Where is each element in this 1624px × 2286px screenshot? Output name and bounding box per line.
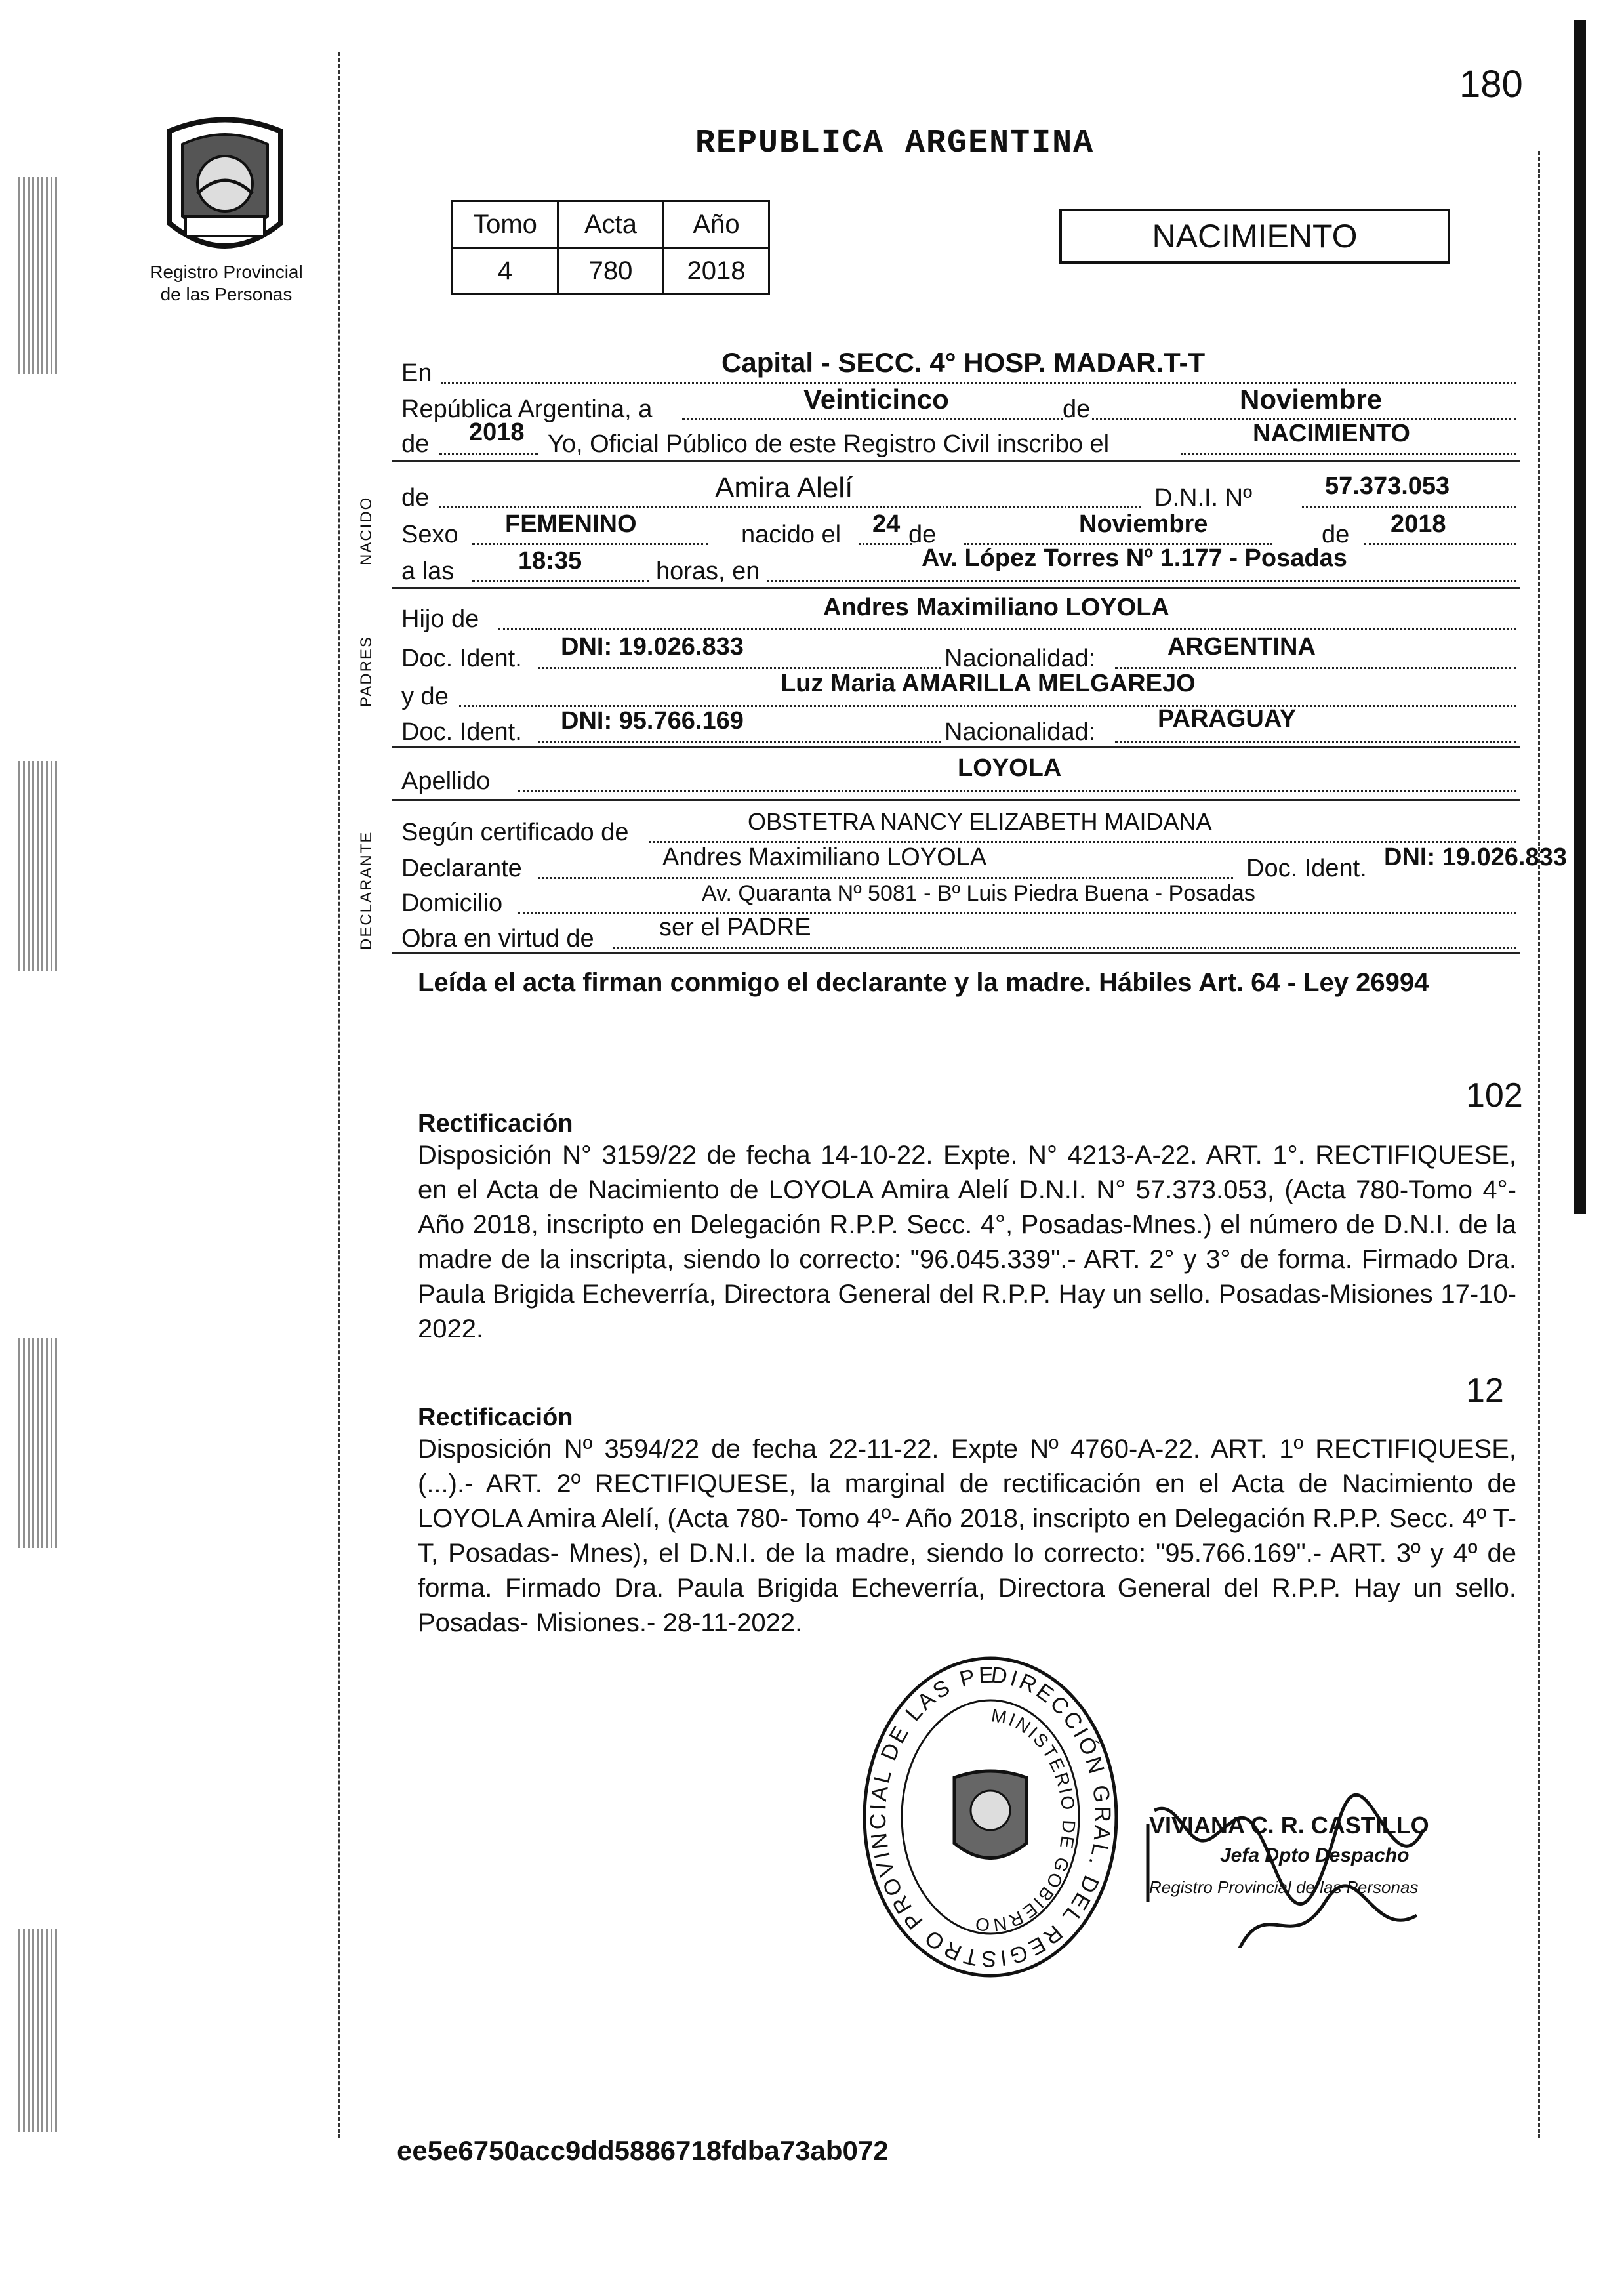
right-margin-rule [1538,151,1540,2138]
scan-artifact [18,1338,58,1548]
mother-nat-label: Nacionalidad: [944,718,1096,746]
birth-de-label-2: de [1322,521,1350,548]
declarante-doc: DNI: 19.026.833 [1384,844,1567,871]
father-nat-label: Nacionalidad: [944,645,1096,672]
birth-day-dotline [859,543,912,545]
mother-name: Luz Maria AMARILLA MELGAREJO [781,670,1196,697]
table-header-tomo: Tomo [453,201,558,248]
father-dotline [498,628,1516,630]
scan-artifact [18,1929,58,2132]
rectification-heading-1: Rectificación [418,1110,573,1137]
province-logo [156,112,294,266]
dni-dotline [1302,506,1516,508]
domicilio-value: Av. Quaranta Nº 5081 - Bº Luis Piedra Buena - Posadas [702,881,1255,906]
de-year-label: de [401,430,430,458]
republica-label: República Argentina, a [401,396,653,423]
yde-label: y de [401,683,449,710]
registry-line-2: de las Personas [160,284,293,304]
rectification-text-2: Disposición Nº 3594/22 de fecha 22-11-22. Expte Nº 4760-A-22. ART. 1º RECTIFIQUESE, (...).- ART. 2º RECTIFIQUESE, la marginal de rectificación en el Acta de Nacimiento de LOYOLA Amira Alelí, (Acta 780- Tomo 4º- Año 2018, inscripto en Delegación R.P.P. Secc. 4º T-T, Posadas- Mnes), el D.N.I. de la madre, siendo lo correcto: "95.766.169".- ART. 3º y 4º de forma. Firmado Dra. Paula Brigida Echeverría, Directora General del R.P.P. Hay un sello. Posadas- Misiones.- 28-11-2022. [418,1435,1516,1637]
rectification-text-1: Disposición N° 3159/22 de fecha 14-10-22. Expte. N° 4213-A-22. ART. 1°. RECTIFIQUESE, en el Acta de Nacimiento de LOYOLA Amira Alelí D.N.I. N° 57.373.053, (Acta 780-Tomo 4°-Año 2018, inscripto en Delegación R.P.P. Secc. 4°, Posadas-Mnes.) el número de D.N.I. de la madre de la inscripta, siendo lo correcto: "96.045.339".- ART. 2° y 3° de forma. Firmado Dra. Paula Brigida Echeverría, Directora General del R.P.P. Hay un sello. Posadas-Misiones 17-10-2022. [418,1141,1516,1343]
section-label-nacido: NACIDO [357,496,375,565]
record-type-box [1059,209,1450,264]
sexo-value: FEMENINO [505,510,637,538]
en-label: En [401,359,432,387]
domicilio-label: Domicilio [401,889,503,917]
table-value-ano: 2018 [664,248,769,295]
obra-dotline [613,947,1516,949]
declarante-value: Andres Maximiliano LOYOLA [662,844,987,871]
year-dotline [439,453,538,455]
declarante-dotline [538,877,1233,879]
apellido-value: LOYOLA [958,754,1062,782]
signature-role: Jefa Dpto Despacho [1220,1845,1410,1866]
obra-label: Obra en virtud de [401,925,594,952]
divider-nacido-top [392,460,1520,462]
section-label-declarante: DECLARANTE [357,830,375,950]
place-dotline [767,580,1516,582]
stamp-inner-text: MINISTERIO DE GOBIERNO [972,1705,1080,1936]
divider-declarante-bottom [392,952,1520,954]
section-label-padres: PADRES [357,636,375,707]
rectification-number-1: 102 [1466,1076,1523,1114]
father-doc: DNI: 19.026.833 [561,633,744,661]
father-name: Andres Maximiliano LOYOLA [823,594,1169,621]
signature-org: Registro Provincial de las Personas [1149,1877,1419,1897]
birth-day: 24 [872,510,901,538]
inscribe-value: NACIMIENTO [1253,420,1410,447]
divider-apellido-top [392,746,1520,748]
mother-doc-dotline [538,741,941,743]
signature-block [1141,1784,1450,1948]
record-type: NACIMIENTO [1152,218,1358,255]
horas-label: horas, en [656,558,760,585]
registry-line-1: Registro Provincial [150,262,303,282]
nacido-label: nacido el [741,521,842,548]
father-doc-dotline [538,667,941,669]
official-stamp [859,1653,1122,1981]
declarante-doc-label: Doc. Ident. [1246,855,1367,882]
father-doc-label: Doc. Ident. [401,645,522,672]
apellido-dotline [518,790,1516,792]
en-value: Capital - SECC. 4° HOSP. MADAR.T-T [721,347,1206,378]
mother-doc-label: Doc. Ident. [401,718,522,746]
segun-value: OBSTETRA NANCY ELIZABETH MAIDANA [748,808,1212,835]
record-table [451,200,770,295]
dni-label: D.N.I. Nº [1154,484,1252,512]
alas-label: a las [401,558,455,585]
father-nat: ARGENTINA [1167,633,1316,661]
document-title: REPUBLICA ARGENTINA [695,125,1095,162]
birth-de-label: de [908,521,937,548]
dni-value: 57.373.053 [1325,472,1450,500]
apellido-label: Apellido [401,767,491,795]
birth-time: 18:35 [518,547,582,575]
table-header-acta: Acta [558,201,664,248]
birth-year: 2018 [1391,510,1446,538]
obra-value: ser el PADRE [659,914,811,941]
segun-dotline [649,841,1516,843]
month-value: Noviembre [1240,384,1383,415]
closing-statement: Leída el acta firman conmigo el declarante y la madre. Hábiles Art. 64 - Ley 26994 [418,968,1429,997]
mother-doc: DNI: 95.766.169 [561,707,744,735]
birth-month: Noviembre [1079,510,1208,538]
year-value: 2018 [469,418,525,446]
time-dotline [472,580,649,582]
table-value-acta: 780 [558,248,664,295]
table-header-ano: Año [664,201,769,248]
mother-nat-dotline [1115,741,1516,743]
rectification-number-2: 12 [1466,1372,1504,1410]
declarante-label: Declarante [401,855,522,882]
child-name: Amira Alelí [715,472,853,504]
left-margin-rule [338,52,340,2138]
segun-label: Según certificado de [401,819,629,846]
yo-text: Yo, Oficial Público de este Registro Civil inscribo el [548,430,1110,458]
mother-nat: PARAGUAY [1158,705,1297,733]
day-value: Veinticinco [803,384,949,415]
de-label: de [1063,396,1091,423]
divider-padres-top [392,587,1520,589]
inscribe-dotline [1181,453,1516,455]
document-hash: ee5e6750acc9dd5886718fdba73ab072 [397,2135,889,2166]
father-nat-dotline [1115,667,1516,669]
scan-edge-bar [1574,20,1586,1214]
hijo-label: Hijo de [401,605,479,633]
signature-name: VIVIANA C. R. CASTILLO [1149,1812,1429,1839]
stamp-ring-text: DIRECCIÓN GRAL. DEL REGISTRO PROVINCIAL DE LAS PE [865,1662,1116,1972]
name-dotline [439,506,1141,508]
sexo-dotline [472,543,708,545]
name-de-label: de [401,484,430,512]
scan-artifact [18,761,58,971]
page-number: 180 [1459,63,1523,106]
scan-artifact [18,177,58,374]
table-value-tomo: 4 [453,248,558,295]
birth-place: Av. López Torres Nº 1.177 - Posadas [922,544,1347,572]
sexo-label: Sexo [401,521,458,548]
divider-declarante-top [392,799,1520,801]
birth-year-dotline [1364,543,1516,545]
rectification-heading-2: Rectificación [418,1404,573,1431]
registry-name [131,261,321,306]
